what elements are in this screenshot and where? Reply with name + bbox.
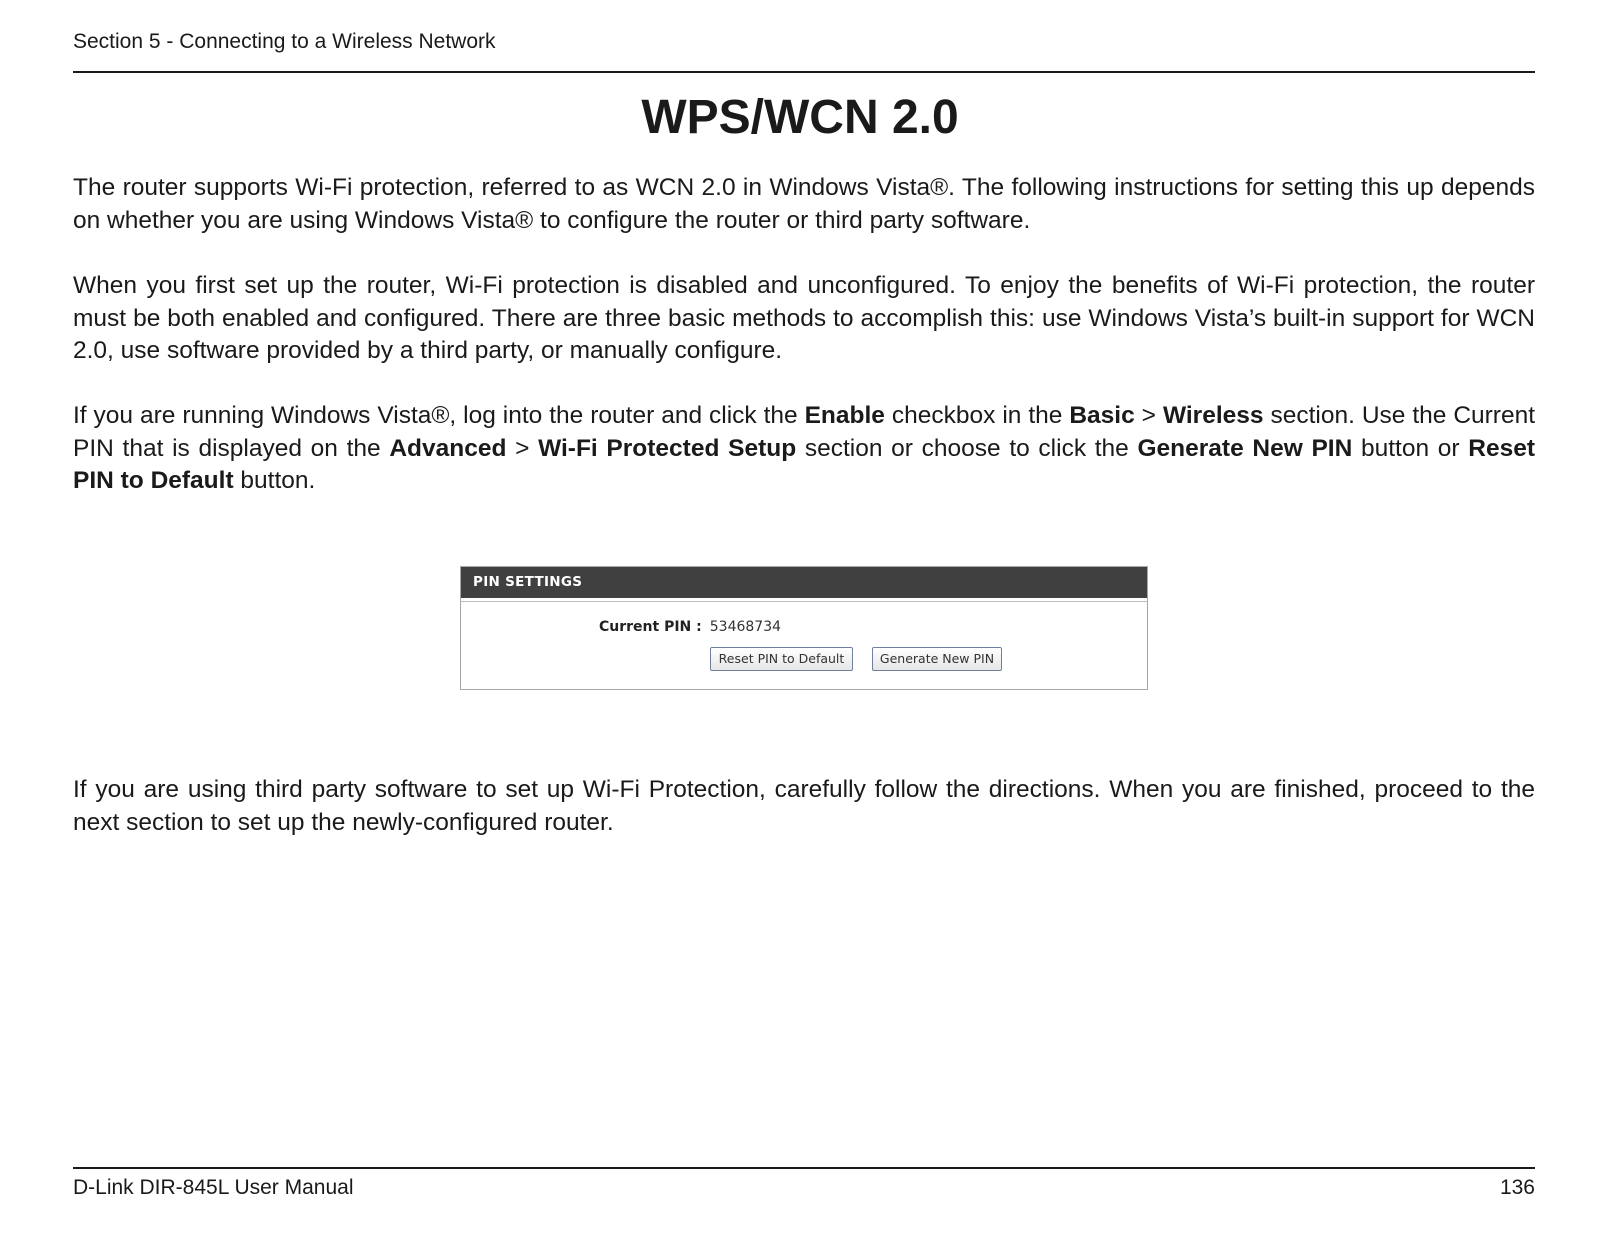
- footer-manual-name: D-Link DIR-845L User Manual: [73, 1176, 354, 1199]
- paragraph-setup-methods: When you first set up the router, Wi-Fi protection is disabled and unconfigured. To enjoy the benefits of Wi-Fi protection, the router must be both enabled and configured. There are three basic methods to accomplish this: use Windows Vista’s built-in support for WCN 2.0, use software provided by a third party, or manually configure.: [73, 272, 1535, 364]
- current-pin-value: 53468734: [709, 619, 782, 635]
- pin-settings-heading: PIN SETTINGS: [461, 567, 1147, 598]
- text-run: section. Use the Current PIN that is displayed on the: [73, 402, 1536, 462]
- footer-page-number: 136: [1499, 1176, 1535, 1199]
- current-pin-label: Current PIN :: [599, 619, 702, 635]
- paragraph-vista-instructions: [73, 400, 1535, 498]
- bold-generate-new-pin: Generate New PIN: [1137, 434, 1353, 462]
- pin-settings-panel: [460, 566, 1148, 690]
- bold-reset-pin: Reset PIN to Default: [73, 434, 1535, 494]
- text-run: >: [506, 434, 539, 462]
- paragraph-third-party: If you are using third party software to set up Wi-Fi Protection, carefully follow the directions. When you are finished, proceed to the next section to set up the newly-configured router.: [73, 776, 1535, 836]
- text-run: button.: [233, 467, 316, 494]
- text-run: section or choose to click the: [796, 434, 1138, 462]
- footer-divider: [73, 1167, 1535, 1169]
- text-run: >: [1134, 402, 1163, 429]
- panel-divider: [461, 601, 1147, 602]
- section-header: Section 5 - Connecting to a Wireless Network: [73, 30, 496, 53]
- page-title: WPS/WCN 2.0: [641, 91, 959, 144]
- current-pin-row: [599, 619, 781, 635]
- bold-wireless: Wireless: [1162, 402, 1264, 429]
- text-run: checkbox in the: [884, 402, 1070, 429]
- bold-advanced: Advanced: [389, 434, 507, 462]
- text-run: If you are running Windows Vista®, log into the router and click the: [73, 402, 805, 429]
- reset-pin-button[interactable]: Reset PIN to Default: [710, 647, 853, 671]
- generate-new-pin-button[interactable]: Generate New PIN: [872, 647, 1002, 671]
- bold-enable: Enable: [804, 402, 885, 429]
- bold-wifi-protected-setup: Wi-Fi Protected Setup: [538, 434, 797, 462]
- header-divider: [73, 71, 1535, 73]
- text-run: button or: [1352, 434, 1469, 462]
- paragraph-intro: The router supports Wi-Fi protection, referred to as WCN 2.0 in Windows Vista®. The following instructions for setting this up depends on whether you are using Windows Vista® to configure the router or third party software.: [73, 174, 1535, 234]
- bold-basic: Basic: [1069, 402, 1135, 429]
